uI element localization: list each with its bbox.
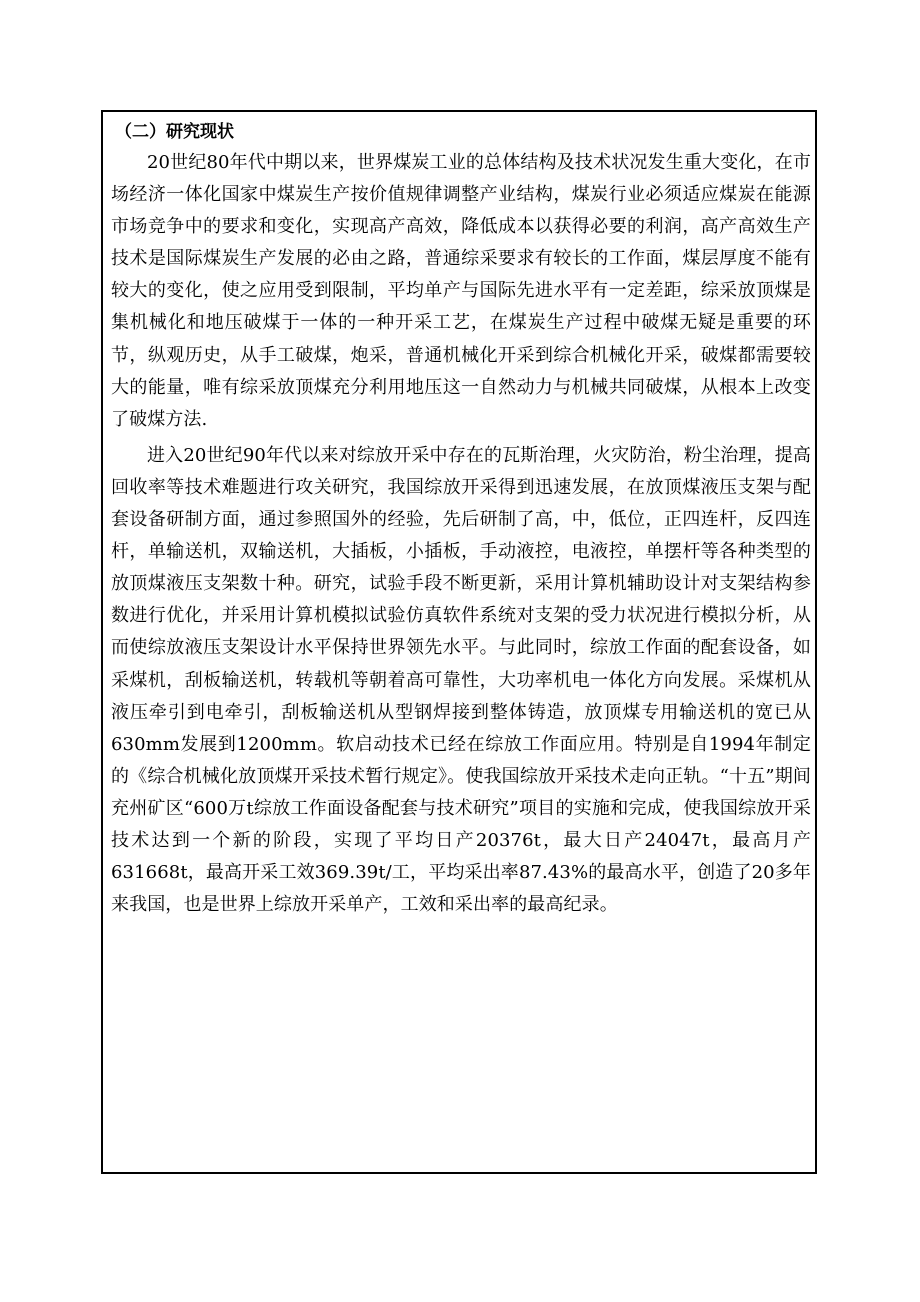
document-frame	[101, 110, 817, 1174]
section-heading: （二）研究现状	[115, 122, 234, 142]
paragraph-history: 20世纪80年代中期以来，世界煤炭工业的总体结构及技术状况发生重大变化，在市场经济一体化国家中煤炭生产按价值规律调整产业结构，煤炭行业必须适应煤炭在能源市场竞争中的要求和变化，实现高产高效，降低成本以获得必要的利润，高产高效生产技术是国际煤炭生产发展的必由之路，普通综采要求有较长的工作面，煤层厚度不能有较大的变化，使之应用受到限制，平均单产与国际先进水平有一定差距，综采放顶煤是集机械化和地压破煤于一体的一种开采工艺，在煤炭生产过程中破煤无疑是重要的环节，纵观历史，从手工破煤，炮采，普通机械化开采到综合机械化开采，破煤都需要较大的能量，唯有综采放顶煤充分利用地压这一自然动力与机械共同破煤，从根本上改变了破煤方法.	[111, 152, 811, 430]
paragraph-development: 进入20世纪90年代以来对综放开采中存在的瓦斯治理，火灾防治，粉尘治理，提高回收率等技术难题进行攻关研究，我国综放开采得到迅速发展，在放顶煤液压支架与配套设备研制方面，通过参照国外的经验，先后研制了高，中，低位，正四连杆，反四连杆，单输送机，双输送机，大插板，小插板，手动液控，电液控，单摆杆等各种类型的放顶煤液压支架数十种。研究，试验手段不断更新，采用计算机辅助设计对支架结构参数进行优化，并采用计算机模拟试验仿真软件系统对支架的受力状况进行模拟分析，从而使综放液压支架设计水平保持世界领先水平。与此同时，综放工作面的配套设备，如采煤机，刮板输送机，转载机等朝着高可靠性，大功率机电一体化方向发展。采煤机从液压牵引到电牵引，刮板输送机从型钢焊接到整体铸造，放顶煤专用输送机的宽已从630mm发展到1200mm。软启动技术已经在综放工作面应用。特别是自1994年制定的《综合机械化放顶煤开采技术暂行规定》。使我国综放开采技术走向正轨。“十五”期间充州矿区“600万t综放工作面设备配套与技术研究”项目的实施和完成，使我国综放开采技术达到一个新的阶段，实现了平均日产20376t，最大日产24047t，最高月产631668t，最高开采工效369.39t/工，平均采出率87.43%的最高水平，创造了20多年来我国，也是世界上综放开采单产，工效和采出率的最高纪录。	[111, 444, 811, 916]
document-content	[111, 120, 811, 925]
